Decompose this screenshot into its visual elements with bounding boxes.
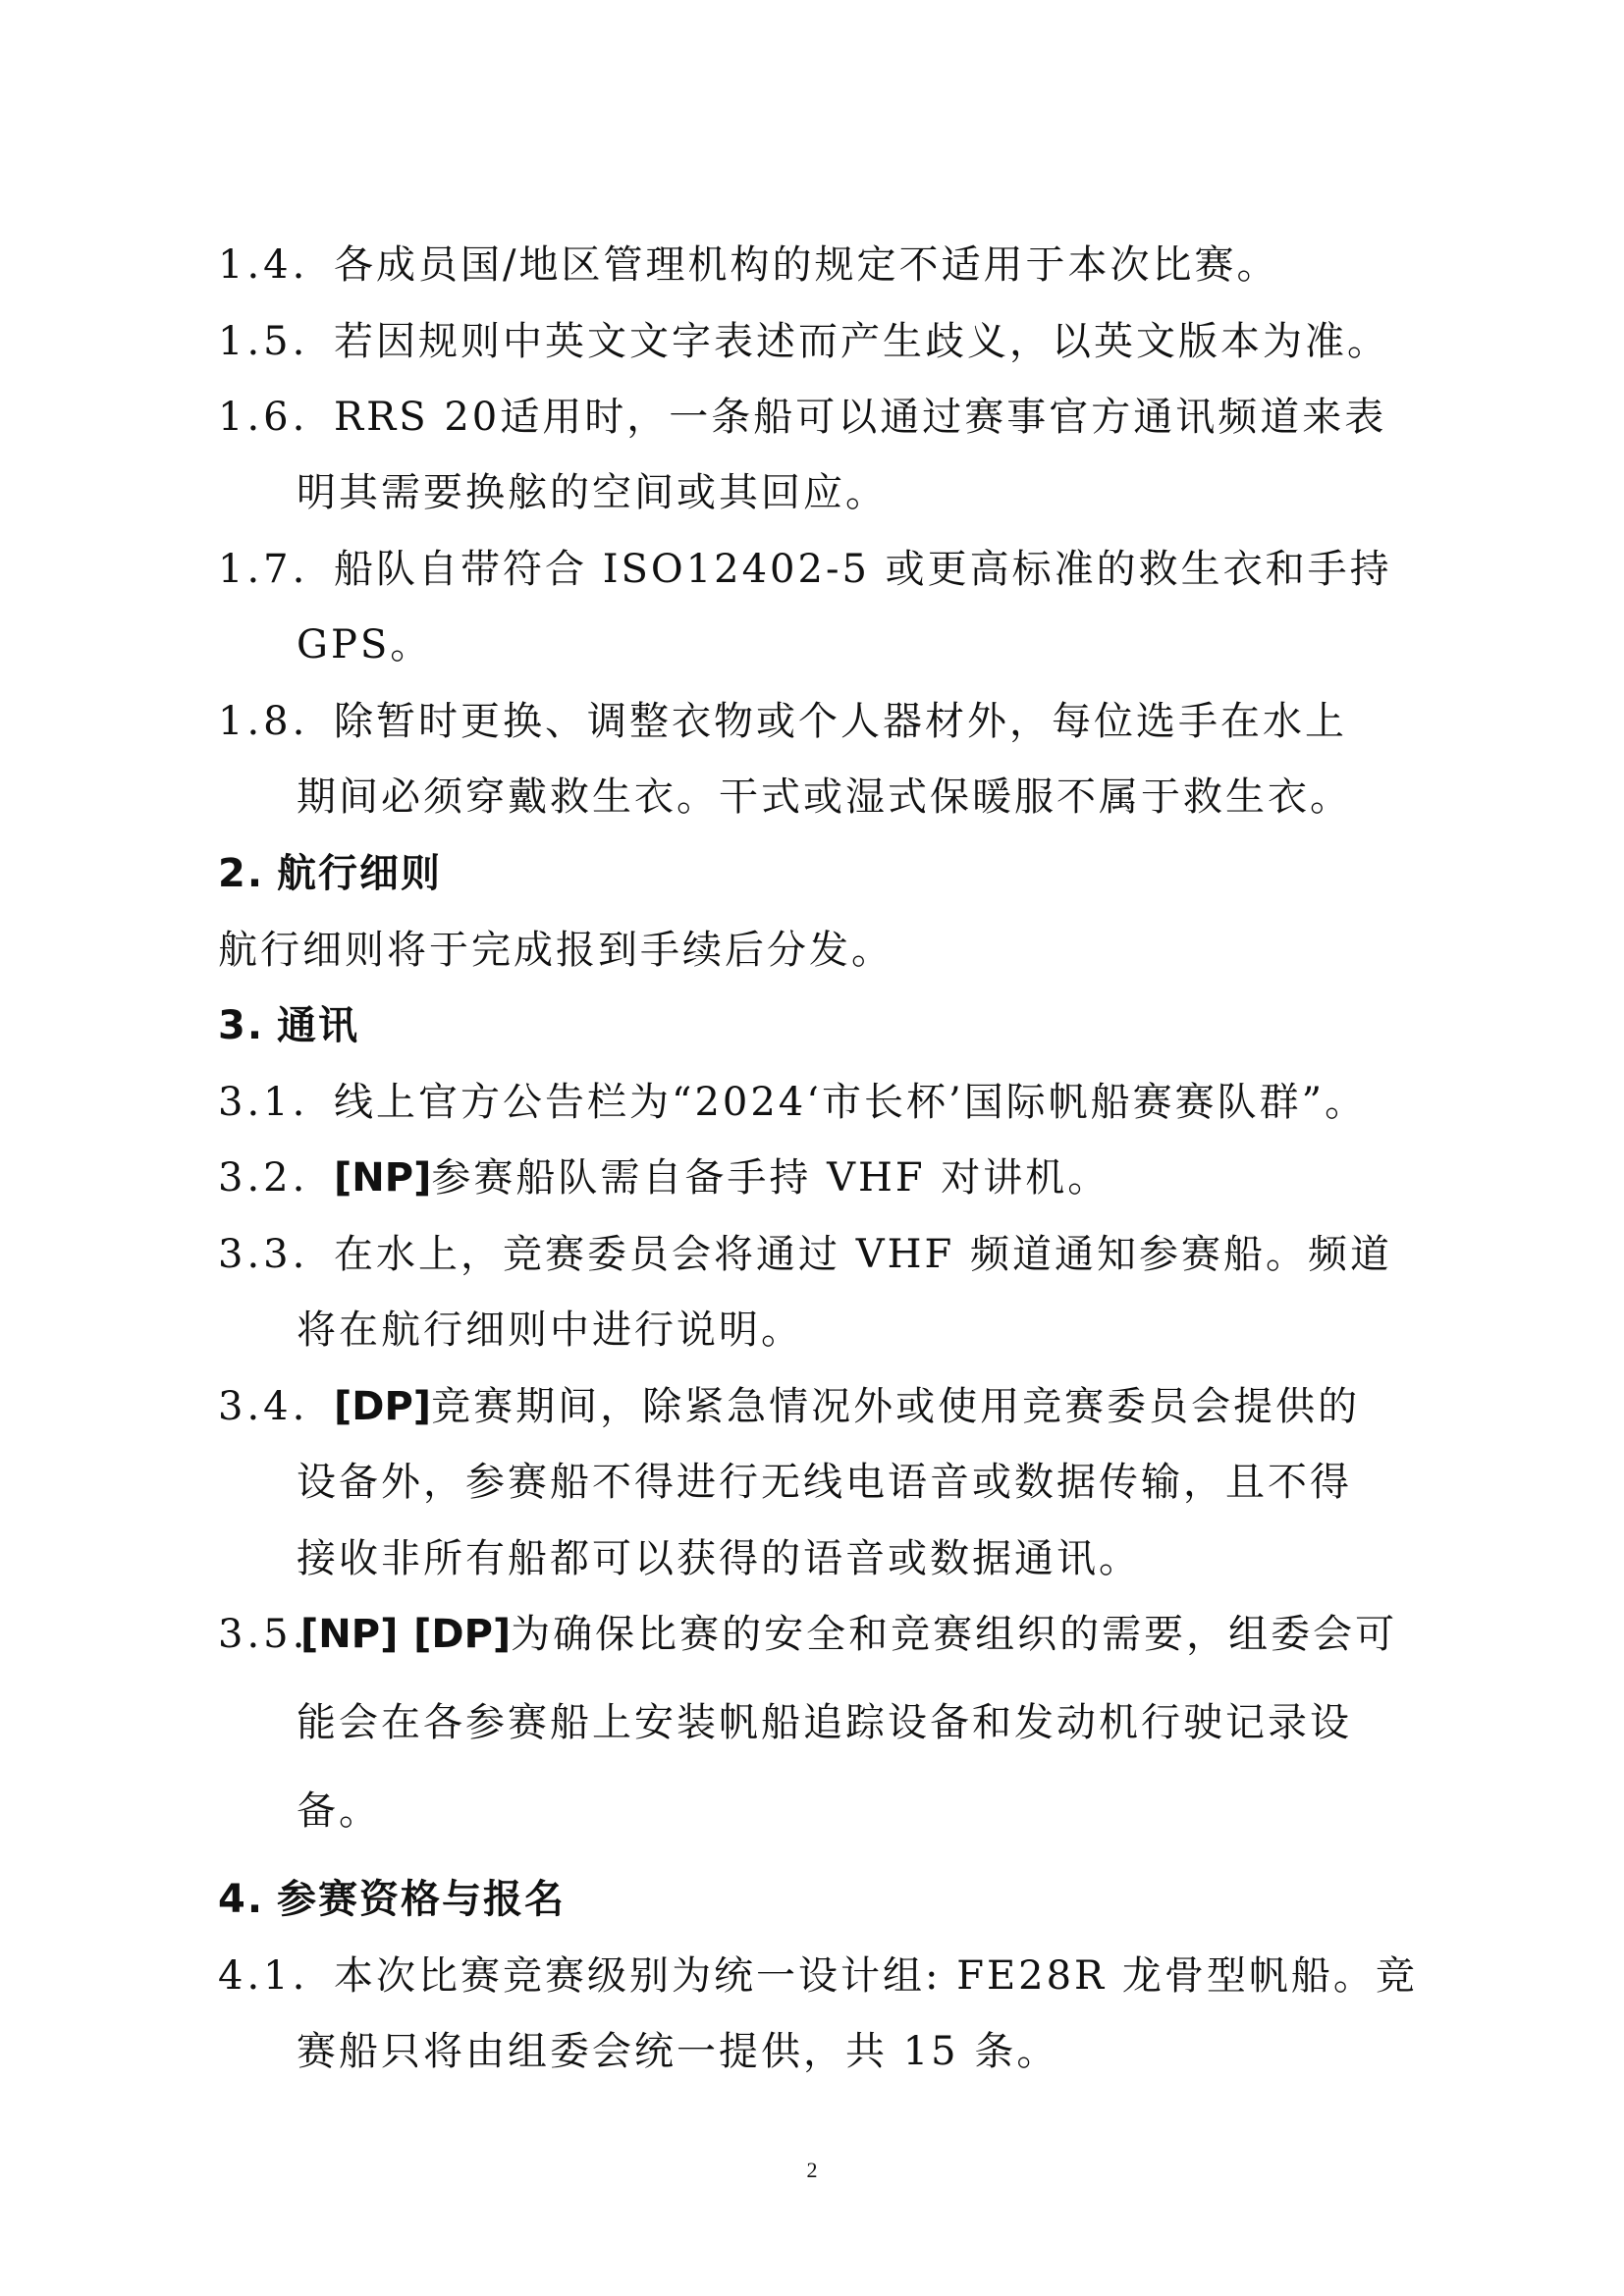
- rule-3-3: [218, 1232, 1392, 1277]
- rule-1-7-continuation: GPS。: [297, 622, 433, 667]
- section-title: 参赛资格与报名: [277, 1877, 566, 1922]
- section-title: 航行细则: [277, 851, 442, 896]
- rule-3-5: [218, 1612, 1398, 1657]
- rule-number: 1.8.: [218, 699, 309, 744]
- rule-number: 1.5.: [218, 319, 309, 364]
- rule-text: 竞赛期间，除紧急情况外或使用竞赛委员会提供的: [431, 1384, 1361, 1429]
- rule-number: 1.6.: [218, 395, 309, 440]
- rule-1-8: [218, 699, 1347, 744]
- dp-tag: [DP]: [413, 1612, 512, 1657]
- rule-3-1: [218, 1080, 1368, 1125]
- rule-number: 4.1.: [218, 1953, 309, 1999]
- page-number: 2: [806, 2158, 818, 2182]
- rule-1-6-continuation: 明其需要换舷的空间或其回应。: [297, 470, 888, 515]
- rule-number: 3.1.: [218, 1080, 309, 1125]
- rule-number: 1.7.: [218, 547, 309, 592]
- rule-3-5-continuation-2: 备。: [297, 1789, 381, 1834]
- section-3-heading: [218, 1003, 359, 1048]
- np-tag: [NP]: [300, 1612, 399, 1657]
- rule-text: 本次比赛竞赛级别为统一设计组: FE28R 龙骨型帆船。竞: [334, 1953, 1418, 1999]
- rule-1-5: [218, 319, 1389, 364]
- rule-4-1: [218, 1953, 1418, 1999]
- section-number: 2.: [218, 851, 265, 896]
- rule-text: 在水上，竞赛委员会将通过 VHF 频道通知参赛船。频道: [334, 1232, 1392, 1277]
- dp-tag: [DP]: [334, 1384, 432, 1429]
- section-4-heading: [218, 1877, 566, 1922]
- section-2-body: 航行细则将于完成报到手续后分发。: [218, 928, 893, 973]
- rule-text: 参赛船队需自备手持 VHF 对讲机。: [431, 1155, 1110, 1201]
- rule-1-6: [218, 395, 1387, 440]
- rule-3-4: [218, 1384, 1361, 1429]
- rule-4-1-continuation: 赛船只将由组委会统一提供，共 15 条。: [297, 2029, 1059, 2074]
- rule-1-7: [218, 547, 1392, 592]
- np-tag: [NP]: [334, 1155, 432, 1201]
- rule-number: 1.4.: [218, 242, 309, 288]
- rule-text: 为确保比赛的安全和竞赛组织的需要，组委会可: [511, 1612, 1398, 1657]
- section-2-heading: [218, 851, 442, 896]
- rule-number: 3.4.: [218, 1384, 309, 1429]
- section-number: 3.: [218, 1003, 265, 1048]
- rule-3-3-continuation: 将在航行细则中进行说明。: [297, 1308, 803, 1353]
- rule-text: 线上官方公告栏为“2024‘市长杯’国际帆船赛赛队群”。: [334, 1080, 1368, 1125]
- rule-number: 3.5.: [218, 1612, 309, 1657]
- rule-number: 3.2.: [218, 1155, 309, 1201]
- rule-text: 各成员国/地区管理机构的规定不适用于本次比赛。: [334, 242, 1279, 288]
- rule-3-2: [218, 1155, 1110, 1201]
- rule-number: 3.3.: [218, 1232, 309, 1277]
- section-number: 4.: [218, 1877, 265, 1922]
- rule-3-4-continuation-2: 接收非所有船都可以获得的语音或数据通讯。: [297, 1536, 1141, 1581]
- rule-3-5-continuation: 能会在各参赛船上安装帆船追踪设备和发动机行驶记录设: [297, 1700, 1352, 1745]
- rule-text: 船队自带符合 ISO12402-5 或更高标准的救生衣和手持: [334, 547, 1392, 592]
- rule-3-4-continuation: 设备外，参赛船不得进行无线电语音或数据传输，且不得: [297, 1460, 1352, 1505]
- rule-text: 若因规则中英文文字表述而产生歧义，以英文版本为准。: [334, 319, 1389, 364]
- rule-text: 除暂时更换、调整衣物或个人器材外，每位选手在水上: [334, 699, 1347, 744]
- section-title: 通讯: [277, 1003, 359, 1048]
- rule-1-4: [218, 242, 1279, 288]
- rule-1-8-continuation: 期间必须穿戴救生衣。干式或湿式保暖服不属于救生衣。: [297, 774, 1352, 820]
- rule-text: RRS 20适用时，一条船可以通过赛事官方通讯频道来表: [334, 395, 1387, 440]
